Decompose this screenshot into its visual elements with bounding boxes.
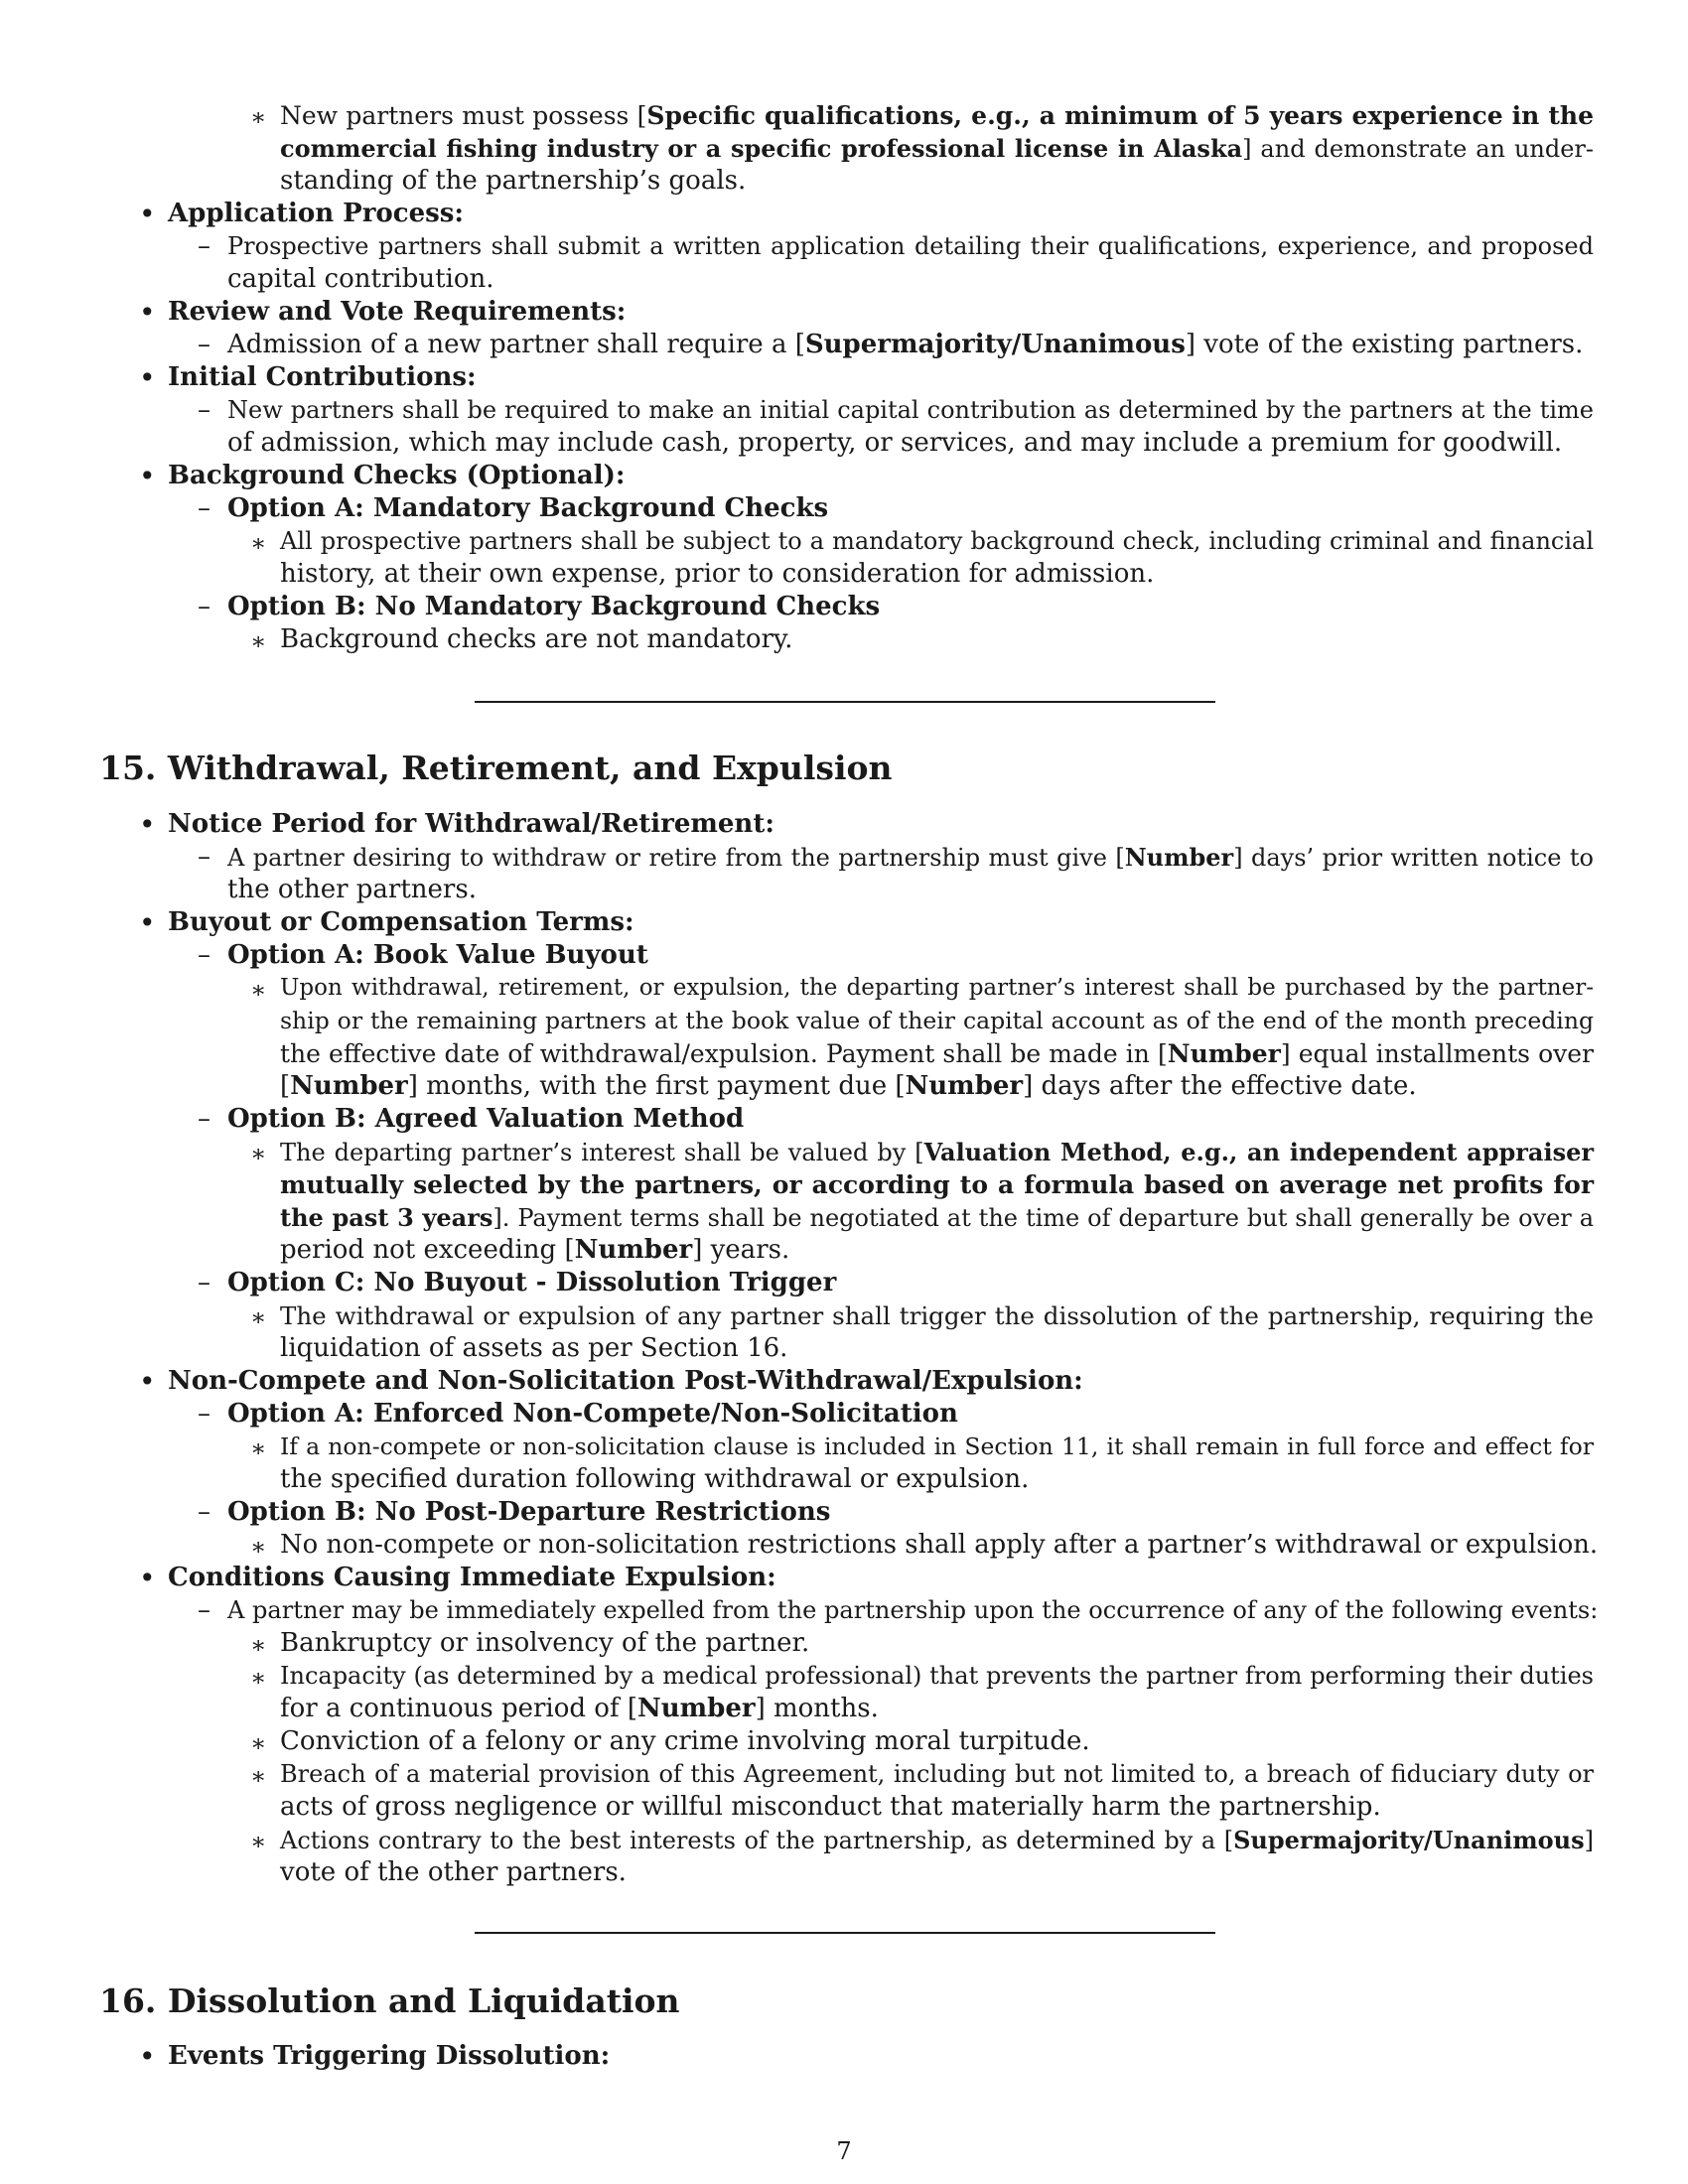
star-marker: ∗ bbox=[250, 1664, 267, 1692]
section-divider bbox=[475, 1932, 1215, 1934]
qualifications-line-1: New partners must possess [Specific qualifications, e.g., a minimum of 5 years experience in the bbox=[280, 101, 1594, 130]
expulsion-item-5-line-1: Actions contrary to the best interests of the partnership, as determined by a [Supermajority/Unanimous] bbox=[280, 1826, 1594, 1854]
star-marker: ∗ bbox=[250, 1762, 267, 1790]
star-marker: ∗ bbox=[250, 529, 267, 557]
dash-marker: – bbox=[198, 842, 211, 872]
option-b-line-2: mutually selected by the partners, or according to a formula based on average net profits for bbox=[280, 1170, 1594, 1199]
star-marker: ∗ bbox=[250, 1828, 267, 1855]
bullet-marker: • bbox=[139, 906, 156, 939]
notice-period-heading: Notice Period for Withdrawal/Retirement: bbox=[168, 809, 774, 839]
option-c-line-1: The withdrawal or expulsion of any partner shall trigger the dissolution of the partnership, requiring the bbox=[280, 1301, 1594, 1330]
review-heading: Review and Vote Requirements: bbox=[168, 297, 627, 327]
dissolution-events-heading: Events Triggering Dissolution: bbox=[168, 2041, 611, 2071]
bullet-marker: • bbox=[139, 1365, 156, 1398]
bg-option-b-heading: Option B: No Mandatory Background Checks bbox=[227, 592, 881, 621]
star-marker: ∗ bbox=[250, 976, 267, 1004]
notice-line-1: A partner desiring to withdraw or retire from the partnership must give [Number] days’ prior written notice to bbox=[227, 843, 1594, 872]
star-marker: ∗ bbox=[250, 1533, 267, 1561]
option-c-line-2: liquidation of assets as per Section 16. bbox=[280, 1333, 788, 1363]
bg-option-a-heading: Option A: Mandatory Background Checks bbox=[227, 493, 829, 523]
expulsion-item-2-line-2: for a continuous period of [Number] months. bbox=[280, 1694, 879, 1723]
section-15-title: 15. Withdrawal, Retirement, and Expulsion bbox=[99, 749, 893, 787]
bullet-marker: • bbox=[139, 460, 156, 492]
expulsion-intro: A partner may be immediately expelled from the partnership upon the occurrence of any of the following events: bbox=[227, 1596, 1599, 1624]
background-checks-heading: Background Checks (Optional): bbox=[168, 461, 626, 490]
bullet-marker: • bbox=[139, 808, 156, 841]
application-line-1: Prospective partners shall submit a written application detailing their qualifications, experience, and proposed bbox=[227, 232, 1594, 260]
option-b-line-1: The departing partner’s interest shall be valued by [Valuation Method, e.g., an independent appraiser bbox=[280, 1138, 1594, 1166]
initial-line-1: New partners shall be required to make an initial capital contribution as determined by the partners at the time bbox=[227, 396, 1594, 424]
dash-marker: – bbox=[198, 1104, 211, 1134]
dash-marker: – bbox=[198, 231, 211, 261]
star-marker: ∗ bbox=[250, 1434, 267, 1462]
expulsion-item-5-line-2: vote of the other partners. bbox=[280, 1857, 627, 1887]
expulsion-item-2-line-1: Incapacity (as determined by a medical professional) that prevents the partner from performing their duties bbox=[280, 1662, 1594, 1690]
qualifications-line-2: commercial fishing industry or a specific professional license in Alaska] and demonstrate an under- bbox=[280, 134, 1595, 163]
expulsion-item-1: Bankruptcy or insolvency of the partner. bbox=[280, 1628, 810, 1658]
option-a-line-3: the effective date of withdrawal/expulsion. Payment shall be made in [Number] equal installments over bbox=[280, 1039, 1594, 1068]
noncompete-option-b-heading: Option B: No Post-Departure Restrictions bbox=[227, 1497, 831, 1527]
dash-marker: – bbox=[198, 592, 211, 621]
star-marker: ∗ bbox=[250, 1140, 267, 1167]
bullet-marker: • bbox=[139, 296, 156, 329]
bullet-marker: • bbox=[139, 198, 156, 230]
dash-marker: – bbox=[198, 493, 211, 523]
page-number: 7 bbox=[836, 2137, 852, 2165]
section-divider bbox=[475, 701, 1215, 703]
dash-marker: – bbox=[198, 940, 211, 970]
star-marker: ∗ bbox=[250, 627, 267, 655]
bg-option-a-line-1: All prospective partners shall be subject to a mandatory background check, including criminal and financial bbox=[280, 527, 1594, 555]
notice-line-2: the other partners. bbox=[227, 875, 477, 904]
noncompete-option-a-heading: Option A: Enforced Non-Compete/Non-Solicitation bbox=[227, 1399, 958, 1429]
expulsion-item-3: Conviction of a felony or any crime involving moral turpitude. bbox=[280, 1726, 1090, 1756]
star-marker: ∗ bbox=[250, 103, 267, 131]
option-b-line-3: the past 3 years]. Payment terms shall be negotiated at the time of departure but shall generally be over a bbox=[280, 1203, 1595, 1232]
option-a-line-4: [Number] months, with the first payment due [Number] days after the effective date. bbox=[280, 1071, 1417, 1101]
noncompete-a-line-1: If a non-compete or non-solicitation clause is included in Section 11, it shall remain in full force and effect for bbox=[280, 1433, 1594, 1460]
expulsion-heading: Conditions Causing Immediate Expulsion: bbox=[168, 1563, 776, 1592]
application-line-2: capital contribution. bbox=[227, 264, 494, 294]
initial-line-2: of admission, which may include cash, property, or services, and may include a premium for goodwill. bbox=[227, 428, 1563, 458]
star-marker: ∗ bbox=[250, 1631, 267, 1659]
dash-marker: – bbox=[198, 1497, 211, 1527]
option-a-line-1: Upon withdrawal, retirement, or expulsion, the departing partner’s interest shall be purchased by the partner- bbox=[280, 975, 1594, 1001]
initial-contributions-heading: Initial Contributions: bbox=[168, 362, 477, 392]
option-a-line-2: ship or the remaining partners at the book value of their capital account as of the end of the month preceding bbox=[280, 1007, 1594, 1034]
review-line: Admission of a new partner shall require a [Supermajority/Unanimous] vote of the existing partners. bbox=[227, 330, 1584, 359]
bg-option-b-line-1: Background checks are not mandatory. bbox=[280, 624, 793, 654]
section-16-title: 16. Dissolution and Liquidation bbox=[99, 1981, 680, 2020]
option-b-line-4: period not exceeding [Number] years. bbox=[280, 1235, 790, 1265]
expulsion-item-4-line-1: Breach of a material provision of this Agreement, including but not limited to, a breach of fiduciary duty or bbox=[280, 1760, 1594, 1788]
bullet-marker: • bbox=[139, 361, 156, 394]
buyout-heading: Buyout or Compensation Terms: bbox=[168, 907, 634, 937]
noncompete-heading: Non-Compete and Non-Solicitation Post-Withdrawal/Expulsion: bbox=[168, 1366, 1083, 1396]
buyout-option-c-heading: Option C: No Buyout - Dissolution Trigger bbox=[227, 1268, 837, 1297]
star-marker: ∗ bbox=[250, 1729, 267, 1757]
qualifications-line-3: standing of the partnership’s goals. bbox=[280, 166, 747, 196]
noncompete-a-line-2: the specified duration following withdrawal or expulsion. bbox=[280, 1464, 1030, 1494]
dash-marker: – bbox=[198, 395, 211, 425]
dash-marker: – bbox=[198, 1399, 211, 1429]
star-marker: ∗ bbox=[250, 1303, 267, 1331]
buyout-option-b-heading: Option B: Agreed Valuation Method bbox=[227, 1104, 745, 1134]
dash-marker: – bbox=[198, 330, 211, 359]
noncompete-b-line-1: No non-compete or non-solicitation restrictions shall apply after a partner’s withdrawal or expulsion. bbox=[280, 1530, 1599, 1560]
dash-marker: – bbox=[198, 1595, 211, 1625]
bg-option-a-line-2: history, at their own expense, prior to consideration for admission. bbox=[280, 559, 1155, 589]
buyout-option-a-heading: Option A: Book Value Buyout bbox=[227, 940, 648, 970]
bullet-marker: • bbox=[139, 2040, 156, 2073]
application-heading: Application Process: bbox=[168, 199, 464, 228]
bullet-marker: • bbox=[139, 1562, 156, 1594]
expulsion-item-4-line-2: acts of gross negligence or willful misconduct that materially harm the partnership. bbox=[280, 1792, 1381, 1822]
dash-marker: – bbox=[198, 1268, 211, 1297]
